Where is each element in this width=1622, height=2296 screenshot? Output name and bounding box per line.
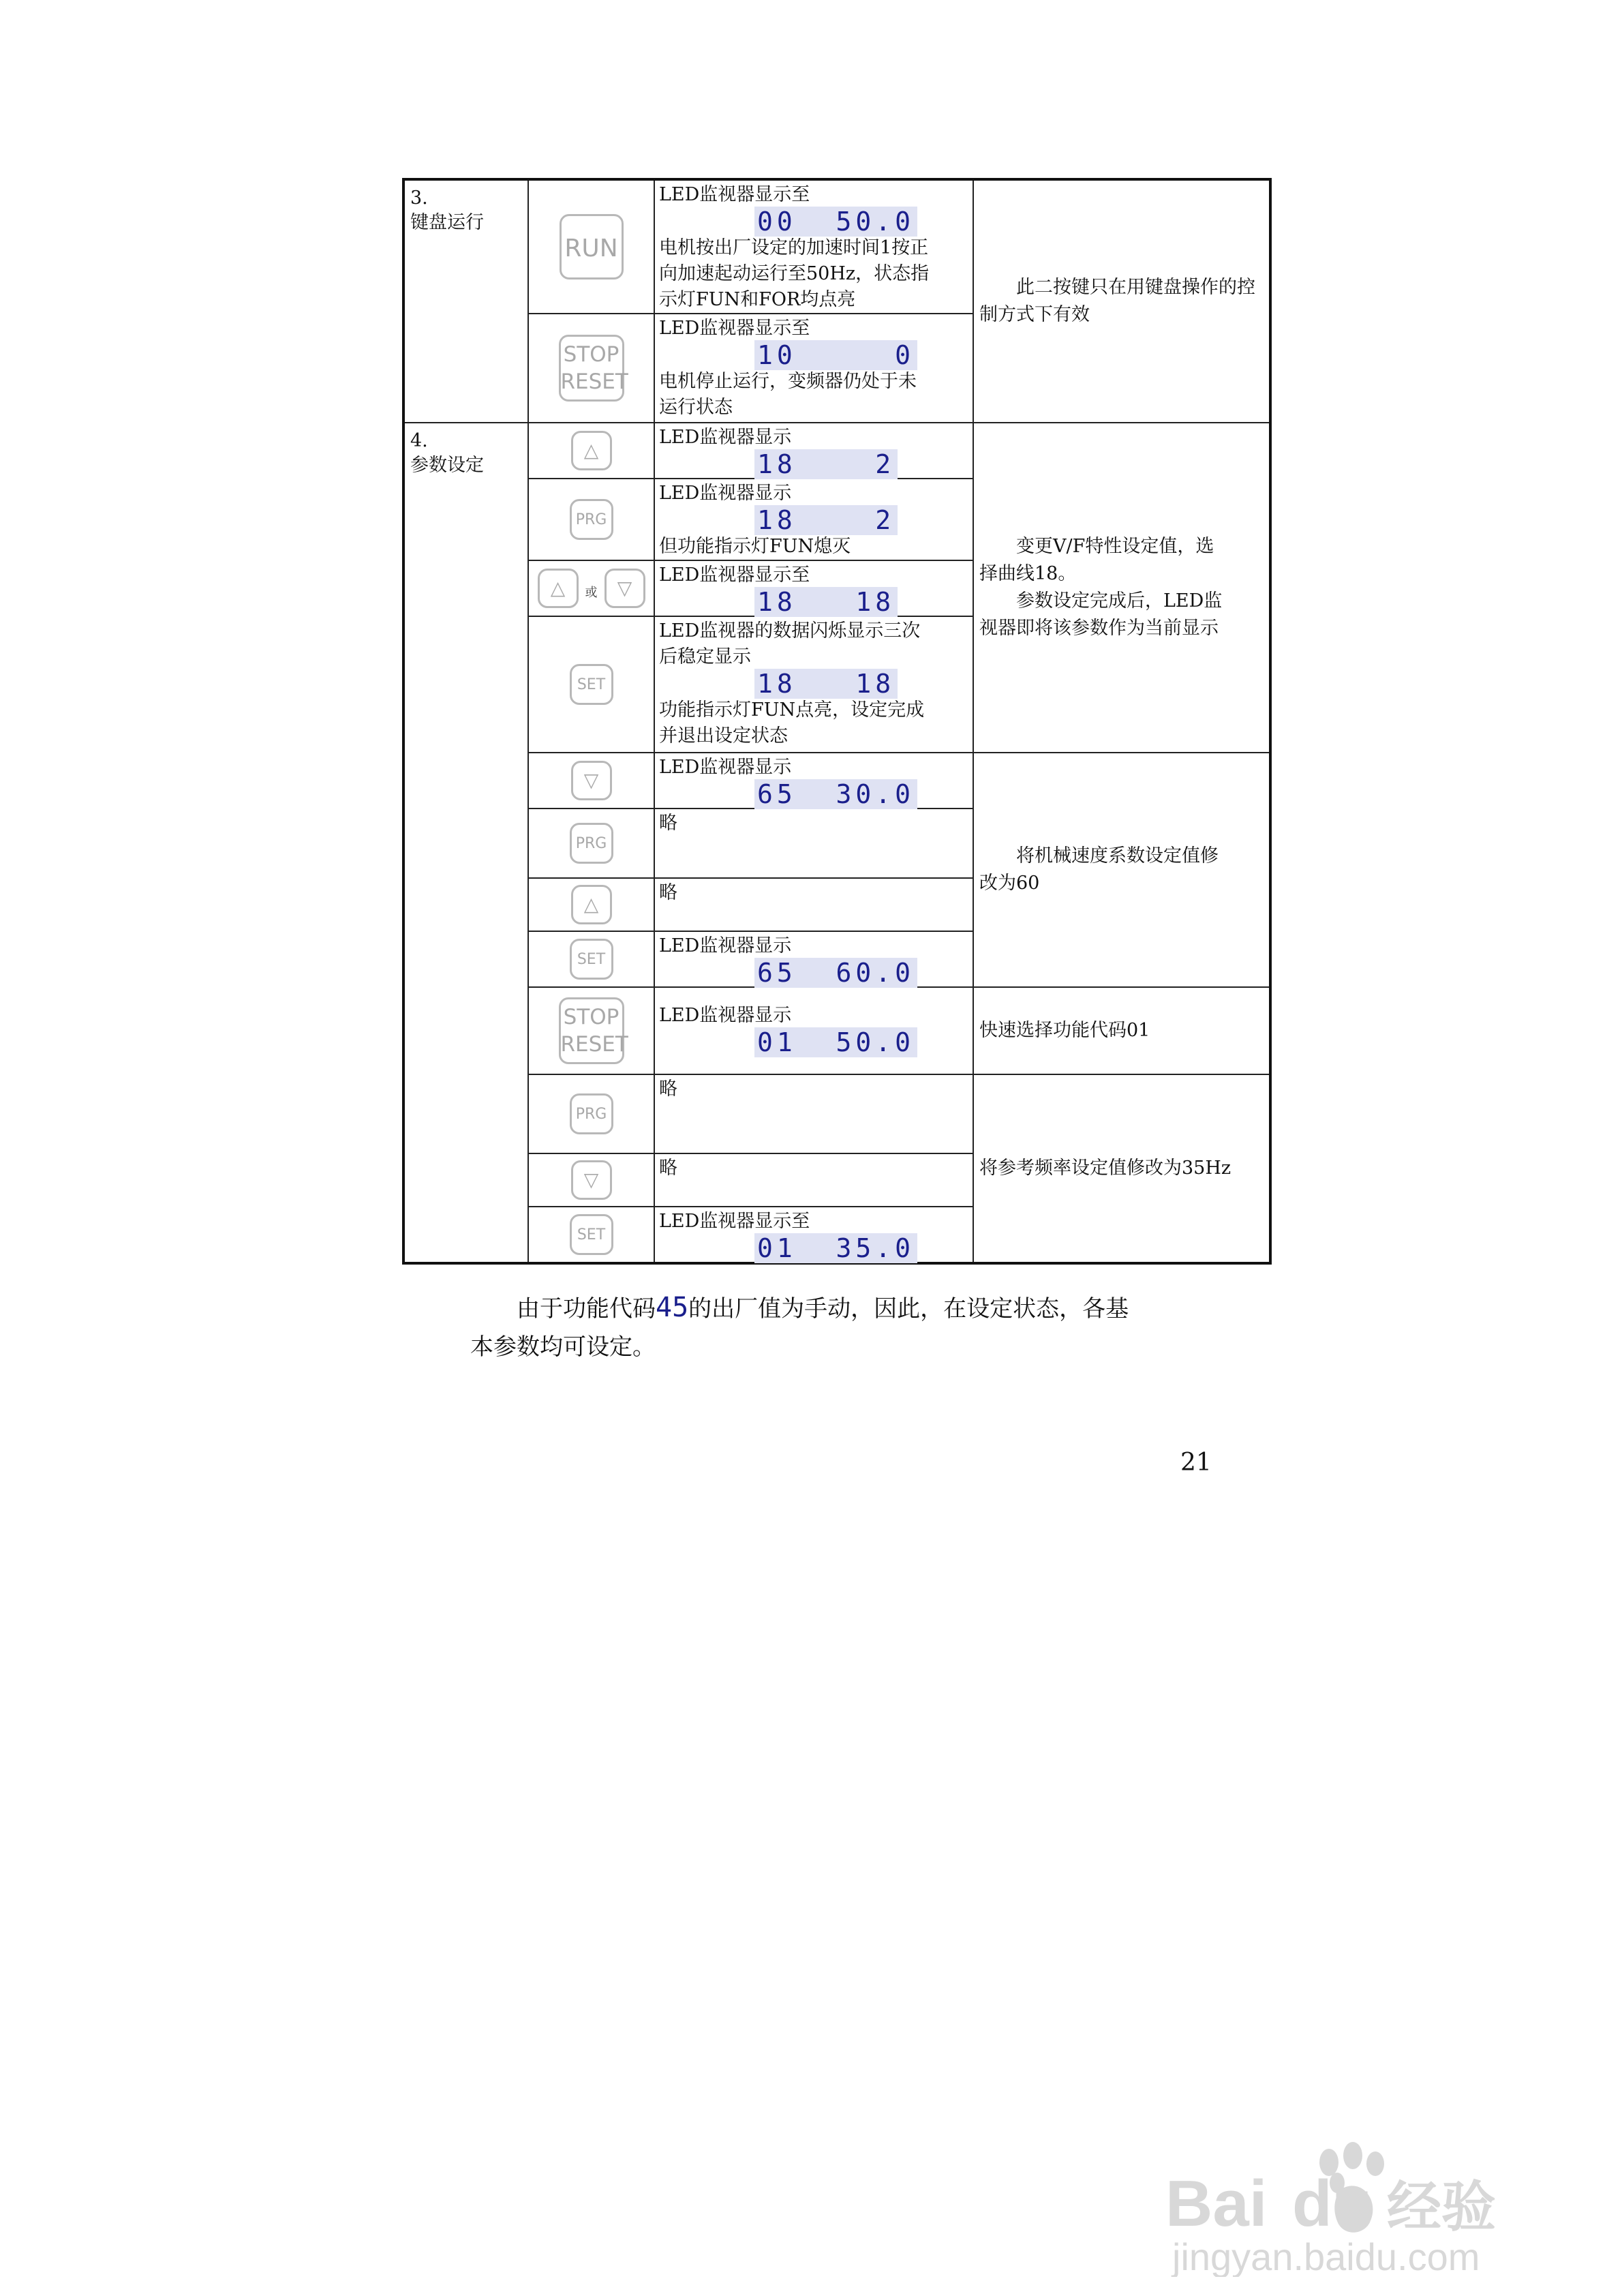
row-desc: [654, 423, 973, 479]
paragraph-line: [470, 1288, 1240, 1328]
prg-key-icon: PRG: [570, 823, 613, 864]
up-arrow-key-icon: △: [571, 431, 612, 470]
vf-note: [973, 423, 1270, 753]
up-arrow-key-icon: △: [571, 885, 612, 924]
led-display: 18 2: [659, 507, 968, 534]
row-desc: [654, 560, 973, 616]
down-key-cell: [528, 753, 654, 809]
led-label: LED监视器显示: [659, 1005, 792, 1026]
led-label: LED监视器显示至: [659, 564, 810, 586]
prg-key-cell: [528, 479, 654, 560]
led-label: LED监视器的数据闪烁显示三次: [659, 620, 921, 641]
row-desc: [654, 1074, 973, 1153]
led-display: 65 60.0: [659, 959, 968, 986]
note-line: 将机械速度系数设定值修: [1016, 845, 1219, 866]
down-arrow-key-icon: ▽: [571, 761, 612, 800]
note-line: 快速选择功能代码01: [979, 1020, 1150, 1041]
led-label: LED监视器显示: [659, 757, 792, 778]
section-4-label: [403, 423, 528, 1263]
note-line: 变更V/F特性设定值，选: [1016, 536, 1214, 557]
stop-key-cell: [528, 987, 654, 1074]
prg-key-cell: [528, 809, 654, 878]
section-number: 3.: [410, 187, 428, 209]
prg-key-icon: PRG: [570, 499, 613, 540]
function-code: 45: [656, 1292, 689, 1323]
body-paragraph: [470, 1288, 1240, 1366]
note-text: 此二按键只在用键盘操作的控制方式下有效: [979, 277, 1255, 325]
svg-text:经验: 经验: [1387, 2175, 1496, 2239]
led-display: 18 2: [659, 451, 968, 478]
led-display: 10 0: [659, 342, 968, 369]
section-3-note: [973, 179, 1270, 423]
led-label: LED监视器显示至: [659, 318, 810, 339]
set-key-cell: [528, 931, 654, 987]
section-number: 4.: [410, 430, 428, 451]
baidu-jingyan-watermark: [1159, 2141, 1540, 2277]
led-display: 18 18: [659, 588, 968, 616]
set-key-icon: SET: [570, 939, 613, 980]
row-desc: [654, 809, 973, 878]
frequency-note: [973, 1074, 1270, 1263]
led-display: 18 18: [659, 670, 968, 697]
set-key-cell: [528, 1207, 654, 1263]
note-line: 择曲线18。: [979, 563, 1077, 584]
up-or-down-key-cell: [528, 560, 654, 616]
led-label: LED监视器显示至: [659, 184, 810, 205]
row-desc: [654, 753, 973, 809]
desc-line: 但功能指示灯FUN熄灭: [659, 536, 851, 557]
run-key-icon: RUN: [560, 214, 624, 280]
stop-desc-cell: [654, 314, 973, 423]
baidu-logo-icon: [1159, 2141, 1540, 2277]
led-label: LED监视器显示至: [659, 1211, 810, 1232]
led-display: 65 30.0: [659, 781, 968, 808]
speed-note: [973, 753, 1270, 987]
svg-text:du: du: [1292, 2167, 1373, 2240]
set-key-cell: [528, 616, 654, 753]
desc-line: 运行状态: [659, 397, 733, 418]
note-line: 参数设定完成后，LED监: [1016, 590, 1223, 611]
note-line: 将参考频率设定值修改为35Hz: [979, 1158, 1231, 1179]
omitted-text: 略: [659, 1078, 677, 1100]
prg-key-icon: PRG: [570, 1093, 613, 1134]
page-number: 21: [1180, 1449, 1212, 1477]
row-desc: [654, 987, 973, 1074]
svg-text:jingyan.baidu.com: jingyan.baidu.com: [1172, 2235, 1480, 2277]
set-key-icon: SET: [570, 1214, 613, 1255]
run-desc-cell: [654, 179, 973, 314]
led-label: LED监视器显示: [659, 935, 792, 956]
note-line: 改为60: [979, 873, 1040, 894]
led-display: 01 35.0: [659, 1235, 968, 1262]
omitted-text: 略: [659, 813, 677, 834]
omitted-text: 略: [659, 882, 677, 903]
row-desc: [654, 1207, 973, 1263]
down-key-cell: [528, 1153, 654, 1207]
run-key-cell: [528, 179, 654, 314]
paragraph-text: 的出厂值为手动，因此，在设定状态，各基: [688, 1295, 1129, 1323]
up-key-cell: [528, 878, 654, 931]
desc-line: 并退出设定状态: [659, 725, 788, 746]
prg-key-cell: [528, 1074, 654, 1153]
down-arrow-key-icon: ▽: [571, 1160, 612, 1200]
row-desc: [654, 1153, 973, 1207]
note-line: 视器即将该参数作为当前显示: [979, 618, 1219, 639]
row-desc: [654, 616, 973, 753]
quick-select-note: [973, 987, 1270, 1074]
section-title: 键盘运行: [410, 212, 484, 233]
down-arrow-key-icon: ▽: [605, 569, 645, 608]
row-desc: [654, 931, 973, 987]
operation-table: [402, 178, 1272, 1265]
section-3-label: [403, 179, 528, 423]
set-key-icon: SET: [570, 664, 613, 705]
paragraph-text: 由于功能代码: [517, 1295, 656, 1323]
section-title: 参数设定: [410, 455, 484, 476]
stop-reset-key-icon: STOP RESET: [559, 335, 624, 402]
omitted-text: 略: [659, 1158, 677, 1179]
led-label: LED监视器显示: [659, 427, 792, 448]
desc-line: 功能指示灯FUN点亮，设定完成: [659, 699, 925, 721]
svg-text:Bai: Bai: [1165, 2167, 1268, 2240]
or-text: 或: [585, 585, 598, 600]
desc-line: 示灯FUN和FOR均点亮: [659, 289, 856, 310]
row-desc: [654, 479, 973, 560]
up-key-cell: [528, 423, 654, 479]
stop-reset-key-icon: STOP RESET: [559, 997, 624, 1064]
stop-key-cell: [528, 314, 654, 423]
desc-line: 电机停止运行，变频器仍处于未: [659, 371, 917, 392]
desc-line: 电机按出厂设定的加速时间1按正: [659, 237, 929, 258]
led-display: 01 50.0: [659, 1029, 968, 1056]
desc-line: 向加速起动运行至50Hz，状态指: [659, 263, 930, 284]
led-display: 00 50.0: [659, 208, 968, 235]
led-label: LED监视器显示: [659, 483, 792, 504]
row-desc: [654, 878, 973, 931]
up-arrow-key-icon: △: [538, 569, 579, 608]
led-label: 后稳定显示: [659, 646, 751, 667]
paragraph-line: 本参数均可设定。: [470, 1333, 656, 1361]
